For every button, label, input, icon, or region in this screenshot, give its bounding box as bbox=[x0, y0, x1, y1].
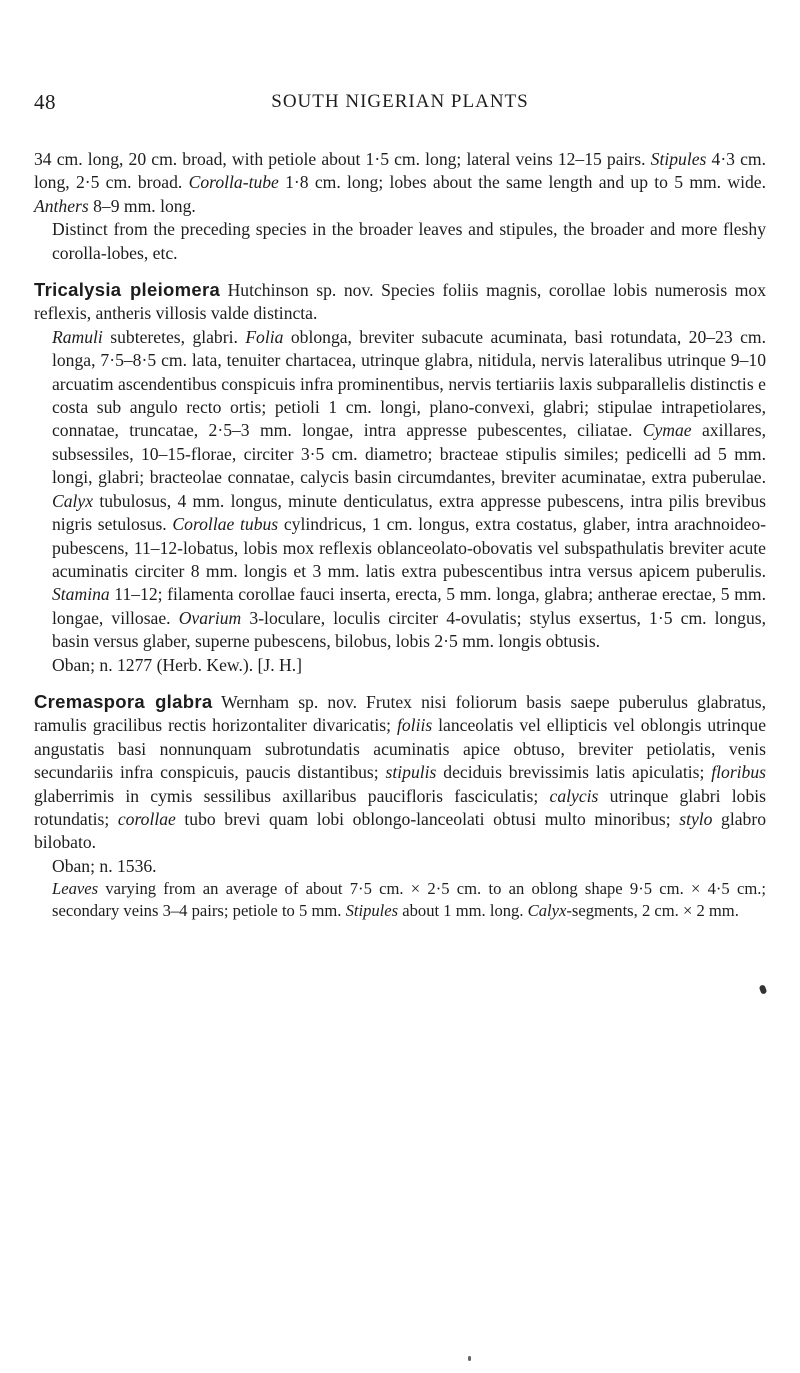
cremaspora-text-3: glaberrimis in cymis sessilibus axillaribus paucifloris fasciculatis; bbox=[34, 785, 550, 806]
corollae-term: Corollae tubus bbox=[172, 514, 279, 535]
cymae-term: Cymae bbox=[642, 420, 692, 441]
tube-term: tube bbox=[248, 172, 279, 193]
tricalysia-text-1: subteretes, glabri. bbox=[102, 326, 246, 347]
page-body bbox=[34, 148, 766, 922]
prev-line-5: Distinct from the preceding species in the broader leaves and bbox=[52, 219, 494, 240]
anthers-term: Anthers bbox=[34, 195, 89, 216]
cremaspora-text-2: deciduis brevissimis latis apiculatis; bbox=[436, 762, 712, 783]
cremaspora-note-3: -segments, 2 cm. × 2 mm. bbox=[566, 901, 739, 921]
prev-line-2: veins 12–15 pairs. bbox=[515, 149, 651, 169]
previous-species-distinction bbox=[34, 218, 766, 265]
tricalysia-description bbox=[34, 326, 766, 654]
tricalysia-citation: Oban; n. 1277 (Herb. Kew.). [J. H.] bbox=[52, 654, 302, 675]
prev-anthers-text: 8–9 mm. long. bbox=[88, 195, 196, 216]
tricalysia-intro: Hutchinson sp. nov. Species foliis magnis, corollae lobis numerosis mox reflexis, antheris villosis valde distincta. bbox=[34, 280, 766, 324]
folia-term: Folia bbox=[245, 326, 284, 347]
cremaspora-corollae-term: corollae bbox=[117, 808, 176, 829]
tricalysia-name: Tricalysia pleiomera bbox=[34, 279, 221, 301]
ink-speck bbox=[468, 1356, 471, 1361]
calyx-term: Calyx bbox=[52, 490, 94, 511]
cremaspora-calyx-term: Calyx bbox=[527, 901, 567, 921]
tricalysia-text-2: oblonga, breviter subacute acuminata, basi rotundata, 20–23 cm. longa, 7·5–8·5 cm. lata, tenuiter chartacea, utrinque glabra, nitidula, nervis lateralibus utrinque 9–10 arcuatim ascendentibus conspicuis infra prominentibus, nervis tertiariis laxis subparallelis distinctis e costa sub angulo recto ortis; petioli 1 cm. longi, plano-convexi, glabri; stipulae intrapetiolares, connatae, truncatae, 2·5–3 mm. longae, intra appresse pubescentes, ciliatae. bbox=[52, 326, 766, 441]
ovarium-term: Ovarium bbox=[178, 607, 242, 628]
tricalysia-text-7: 3-loculare, loculis circiter 4-ovulatis; stylus exsertus, 1·5 cm. longus, basin versus glaber, superne pubescens, bilobus, lobis 2·5 mm. longis obtusis. bbox=[52, 607, 766, 652]
floribus-term: floribus bbox=[711, 762, 766, 783]
cremaspora-text-5: tubo brevi quam lobi oblongo-lanceolati obtusi multo minoribus; bbox=[175, 808, 680, 829]
prev-line-4: wide. bbox=[727, 172, 766, 193]
cremaspora-text-4: utrinque glabri lobis rotundatis; bbox=[34, 785, 766, 829]
cremaspora-intro: Wernham sp. nov. Frutex nisi foliorum basis saepe puberulus glabratus, ramulis gracilibus rectis horizontaliter divaricatis; bbox=[34, 691, 766, 736]
running-head bbox=[34, 90, 766, 120]
stipules-term: Stipules bbox=[650, 149, 707, 169]
tricalysia-text-6: 11–12; filamenta corollae fauci inserta, erecta, 5 mm. longa, glabra; antherae erectae, 5 mm. longae, villosae. bbox=[52, 584, 766, 628]
previous-species-description bbox=[34, 148, 766, 218]
stamina-term: Stamina bbox=[52, 584, 110, 605]
stipulis-term: stipulis bbox=[385, 762, 437, 783]
ramuli-term: Ramuli bbox=[52, 326, 103, 347]
cremaspora-stipules-term: Stipules bbox=[345, 901, 399, 921]
prev-line-1: 34 cm. long, 20 cm. broad, with petiole about 1·5 cm. long; lateral bbox=[34, 149, 511, 169]
leaves-term: Leaves bbox=[52, 879, 99, 899]
cremaspora-text-1: lanceolatis vel ellipticis vel oblongis utrinque angustatis basi nonnunquam subrotundatis acuminatis apice obtuso, breviter petiolatis, venis secundariis infra conspicuis, paucis distantibus; bbox=[34, 715, 767, 783]
cremaspora-name: Cremaspora glabra bbox=[34, 690, 213, 712]
running-title: SOUTH NIGERIAN PLANTS bbox=[271, 91, 529, 112]
tricalysia-text-3: axillares, subsessiles, 10–15-florae, circiter 3·5 cm. diametro; bracteae stipulis similes; pedicelli ad 5 mm. longi, glabri; bracteolae connatae, calycis basin circumdantes, breviter acuminatae, extra puberulae. bbox=[52, 420, 766, 488]
tricalysia-text-5: cylindricus, 1 cm. longus, extra costatus, glaber, intra arachnoideo-pubescens, 11–12-lobatus, lobis mox reflexis oblanceolato-obovatis vel subspathulatis breviter acute acuminatis circiter 8 mm. longis et 3 mm. latis extra pubescentibus intra versus apicem puberulis. bbox=[52, 514, 766, 581]
margin-mark bbox=[759, 984, 768, 995]
tricalysia-text-4: tubulosus, 4 mm. longus, minute denticulatus, extra appresse pubescens, intra pilis brevibus nigris setulosus. bbox=[52, 490, 766, 535]
cremaspora-note-1: varying from an average of about 7·5 cm. × 2·5 cm. to an oblong shape 9·5 cm. × 4·5 cm.; secondary veins 3–4 pairs; petiole to 5 mm. bbox=[52, 879, 766, 921]
cremaspora-text-6: glabro bilobato. bbox=[34, 808, 766, 853]
prev-stipules-text: 4·3 cm. long, 2·5 cm. broad. bbox=[34, 149, 766, 193]
prev-line-3: 1·8 cm. long; lobes about the same length and up to 5 mm. bbox=[278, 172, 722, 193]
stylo-term: stylo bbox=[679, 808, 713, 829]
prev-line-6: stipules, the broader and more fleshy corolla-lobes, etc. bbox=[52, 219, 766, 263]
corolla-term: Corolla- bbox=[188, 172, 249, 193]
cremaspora-diagnosis bbox=[34, 690, 766, 855]
tricalysia-diagnosis bbox=[34, 278, 766, 326]
foliis-term: foliis bbox=[397, 715, 433, 736]
cremaspora-notes bbox=[34, 878, 766, 922]
page-number: 48 bbox=[34, 90, 56, 114]
calycis-term: calycis bbox=[549, 785, 599, 806]
cremaspora-citation: Oban; n. 1536. bbox=[52, 855, 157, 876]
cremaspora-note-2: about 1 mm. long. bbox=[398, 901, 528, 921]
